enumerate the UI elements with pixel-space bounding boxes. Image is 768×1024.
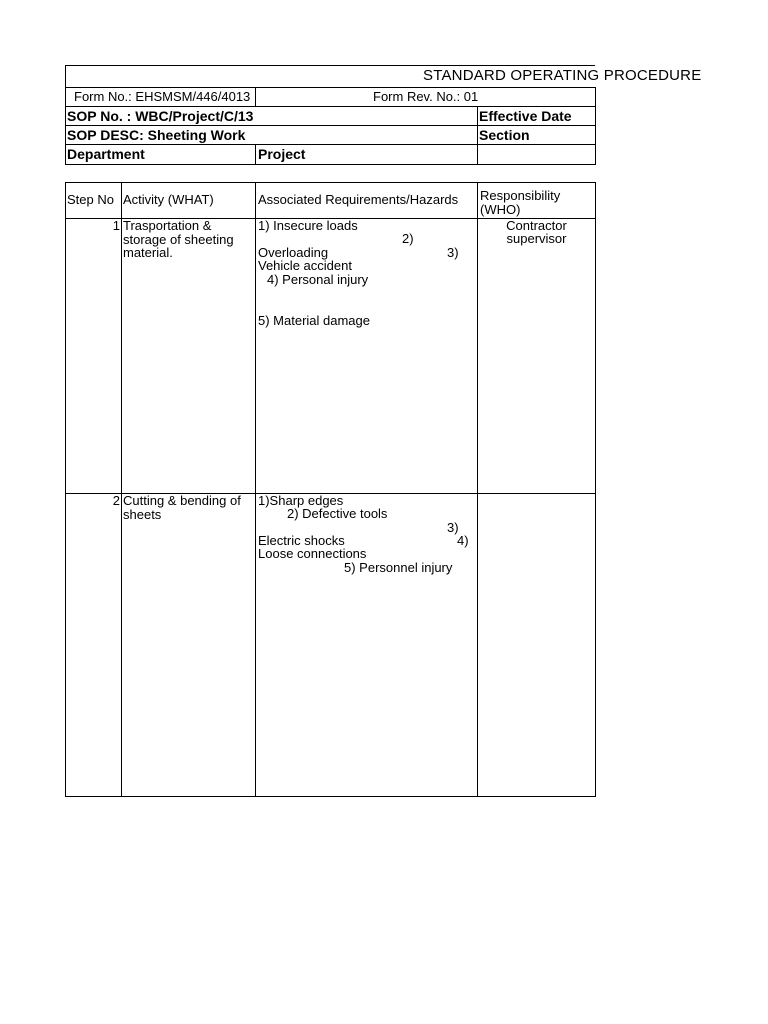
- row-2-step: 2: [112, 493, 120, 508]
- column-header-hazards: Associated Requirements/Hazards: [258, 192, 459, 207]
- row-1-activity: Trasportation & storage of sheeting material.: [123, 218, 234, 260]
- row-1-responsibility-line-2: supervisor: [506, 231, 567, 246]
- row-2-hazard-loose: Loose connections: [258, 546, 367, 561]
- form-number: Form No.: EHSMSM/446/4013: [74, 89, 251, 104]
- column-header-responsibility: Responsibility (WHO): [480, 188, 561, 217]
- header-border-2: [65, 106, 595, 107]
- table-col-divider-2: [255, 182, 256, 797]
- header-divider-right: [477, 106, 478, 165]
- sop-description: SOP DESC: Sheeting Work: [67, 127, 246, 143]
- department-label: Department: [67, 146, 145, 162]
- row-1-hazard-3-num: 3): [447, 245, 459, 260]
- table-border-right: [595, 182, 596, 797]
- effective-date-label: Effective Date: [479, 108, 572, 124]
- table-border-bottom: [65, 796, 595, 797]
- row-1-hazard-2-num: 2): [402, 231, 414, 246]
- header-divider-formno: [255, 87, 256, 106]
- row-1-responsibility-line-1: Contractor: [506, 218, 567, 233]
- sop-number: SOP No. : WBC/Project/C/13: [67, 108, 254, 124]
- row-1-hazard-1: 1) Insecure loads: [258, 218, 358, 233]
- row-1-hazard-5: 5) Material damage: [258, 313, 370, 328]
- table-col-divider-3: [477, 182, 478, 797]
- table-col-divider-1: [121, 182, 122, 797]
- page-title: STANDARD OPERATING PROCEDURE: [423, 67, 702, 84]
- header-border-right: [595, 87, 596, 165]
- row-2-hazard-2: 2) Defective tools: [287, 506, 388, 521]
- header-border-1: [65, 87, 595, 88]
- row-1-hazard-4: 4) Personal injury: [267, 272, 369, 287]
- row-1-step: 1: [112, 218, 120, 233]
- header-border-3: [65, 125, 595, 126]
- section-label: Section: [479, 127, 530, 143]
- row-1-hazard-vehicle: Vehicle accident: [258, 258, 352, 273]
- row-2-hazard-4-num: 4): [457, 533, 469, 548]
- row-1-hazard-overloading: Overloading: [258, 245, 329, 260]
- header-divider-dept: [255, 144, 256, 165]
- row-2-hazard-3-num: 3): [447, 520, 459, 535]
- header-border-4: [65, 144, 595, 145]
- row-2-hazard-electric: Electric shocks: [258, 533, 345, 548]
- column-header-step-no: Step No: [67, 192, 114, 207]
- column-header-activity: Activity (WHAT): [123, 192, 214, 207]
- title-clip: [66, 66, 702, 87]
- form-revision: Form Rev. No.: 01: [373, 89, 479, 104]
- table-border-left: [65, 182, 66, 797]
- row-2-activity: Cutting & bending of sheets: [123, 493, 241, 522]
- table-border-top: [65, 182, 595, 183]
- row-2-hazard-5: 5) Personnel injury: [344, 560, 453, 575]
- project-label: Project: [258, 146, 306, 162]
- row-2-hazard-1: 1)Sharp edges: [258, 493, 344, 508]
- header-border-bottom: [65, 164, 595, 165]
